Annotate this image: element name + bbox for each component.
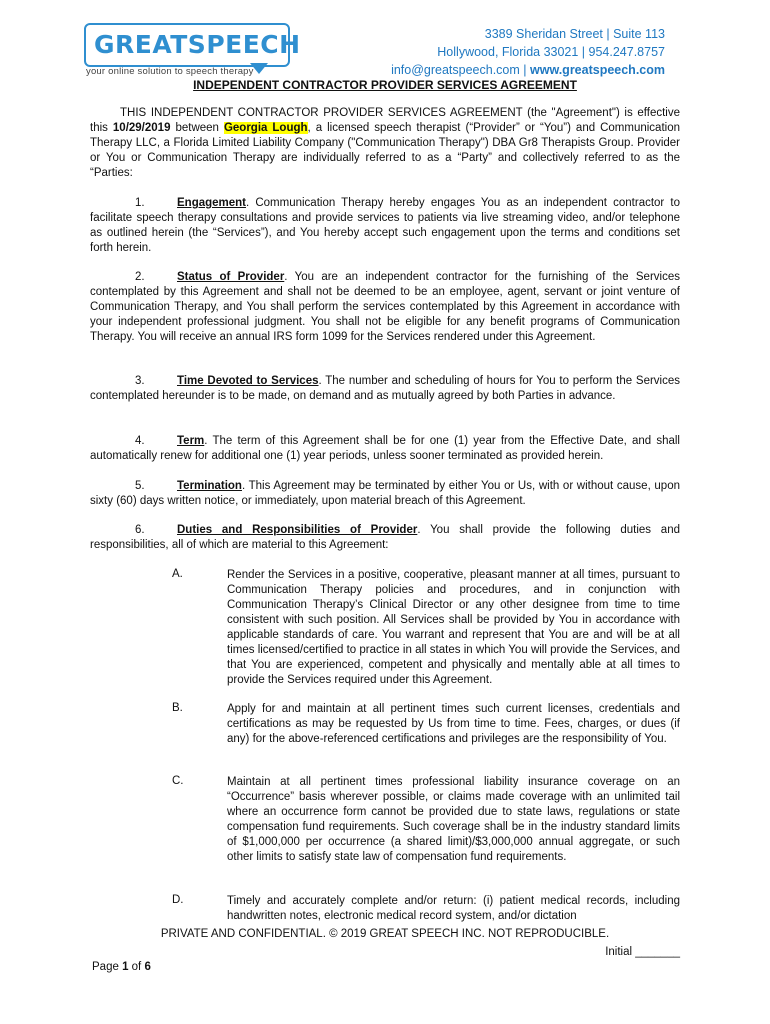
website-link[interactable]: www.greatspeech.com	[530, 63, 665, 77]
email-link[interactable]: info@greatspeech.com	[391, 63, 520, 77]
subsection-c: Maintain at all pertinent times professional liability insurance coverage on an “Occurrence” basis wherever possible, or claims made coverage with an unlimited tail where an occurrence form cannot be provided due to state laws, regulations or state compensation fund requirements. Such coverage shall be in the industry standard limits of $1,000,000 per occurrence (a shared limit)/$3,000,000 annual aggregate, or such other limits to satisfy state law of compensation fund requirements.	[227, 776, 680, 863]
page-number: Page 1 of 6	[92, 961, 151, 973]
section-term: 4. Term. The term of this Agreement shall be for one (1) year from the Effective Date, and shall automatically renew for additional one (1) year periods, unless sooner terminated as provided herein.	[90, 435, 680, 462]
provider-name: Georgia Lough	[223, 122, 308, 134]
section-heading: Engagement	[177, 197, 247, 209]
section-status-of-provider: 2. Status of Provider. You are an independent contractor for the furnishing of the Services contemplated by this Agreement and shall not be deemed to be an employee, agent, servant or joint venture of Communication Therapy, and You shall perform the services contemplated by this Agreement in accordance with your independent professional judgment. You shall not be eligible for any benefit programs of Communication Therapy. You will receive an annual IRS form 1099 for the Services rendered under this Agreement.	[90, 271, 680, 343]
logo-text: GREATSPEECH	[94, 30, 301, 59]
effective-date: 10/29/2019	[112, 122, 171, 134]
greatspeech-logo	[84, 23, 301, 67]
subsection-letter-c: C.	[172, 775, 184, 787]
section-engagement: 1. Engagement. Communication Therapy hereby engages You as an independent contractor to facilitate speech therapy consultations and provide services to patients via live streaming video, and/or telephone as outlined herein (the “Services”), and You hereby accept such engagement upon the terms and conditions set forth herein.	[90, 197, 680, 254]
subsection-b: Apply for and maintain at all pertinent times such current licenses, credentials and certifications as may be requested by Us from time to time. Fees, charges, or dues (if any) for the above-referenced certifications and privileges are the responsibility of You.	[227, 703, 680, 745]
section-termination: 5. Termination. This Agreement may be terminated by either You or Us, with or without cause, upon sixty (60) days written notice, or immediately, upon material breach of this Agreement.	[90, 480, 680, 507]
contact-separator: |	[519, 63, 530, 77]
logo-tagline: your online solution to speech therapy	[86, 66, 254, 77]
subsection-letter-d: D.	[172, 894, 184, 906]
subsection-a: Render the Services in a positive, cooperative, pleasant manner at all times, pursuant to Communication Therapy policies and procedures, and in conjunction with Communication Therapy’s Clinical Director or any other designee from time to time consistent with such position. All Services shall be provided by You in accordance with applicable standards of care. You warrant and represent that You are and will be at all times licensed/certified to practice in all states in which You will provide the Services, and that You are experienced, competent and physically and mentally able at all times to provide the Services required under this Agreement.	[227, 569, 680, 686]
intro-paragraph: THIS INDEPENDENT CONTRACTOR PROVIDER SERVICES AGREEMENT (the "Agreement") is effective this 10/29/2019 between Georgia Lough, a licensed speech therapist (“Provider” or “You”) and Communication Therapy LLC, a Florida Limited Liability Company ("Communication Therapy") DBA Gr8 Therapists Group. Provider or You or Communication Therapy are individually referred to as a “Party” and collectively referred to as the “Parties:	[90, 107, 680, 179]
section-heading: Time Devoted to Services	[177, 375, 319, 387]
address-line-1: 3389 Sheridan Street | Suite 113	[484, 27, 665, 41]
section-duties: 6. Duties and Responsibilities of Provider. You shall provide the following duties and responsibilities, all of which are material to this Agreement:	[90, 524, 680, 551]
section-heading: Status of Provider	[177, 271, 285, 283]
section-heading: Termination	[177, 480, 242, 492]
subsection-letter-b: B.	[172, 702, 183, 714]
section-heading: Term	[177, 435, 205, 447]
address-line-2: Hollywood, Florida 33021 | 954.247.8757	[437, 45, 665, 59]
section-heading: Duties and Responsibilities of Provider	[177, 524, 418, 536]
subsection-d: Timely and accurately complete and/or return: (i) patient medical records, including handwritten notes, electronic medical record system, and/or dictation	[227, 895, 680, 922]
confidentiality-notice: PRIVATE AND CONFIDENTIAL. © 2019 GREAT SPEECH INC. NOT REPRODUCIBLE.	[160, 928, 610, 940]
section-time-devoted: 3. Time Devoted to Services. The number and scheduling of hours for You to perform the Services contemplated hereunder is to be made, on demand and as mutually agreed by both Parties in advance.	[90, 375, 680, 402]
subsection-letter-a: A.	[172, 568, 183, 580]
initial-field: Initial _______	[605, 946, 680, 958]
contact-line	[391, 63, 665, 77]
document-title: INDEPENDENT CONTRACTOR PROVIDER SERVICES AGREEMENT	[193, 78, 577, 92]
